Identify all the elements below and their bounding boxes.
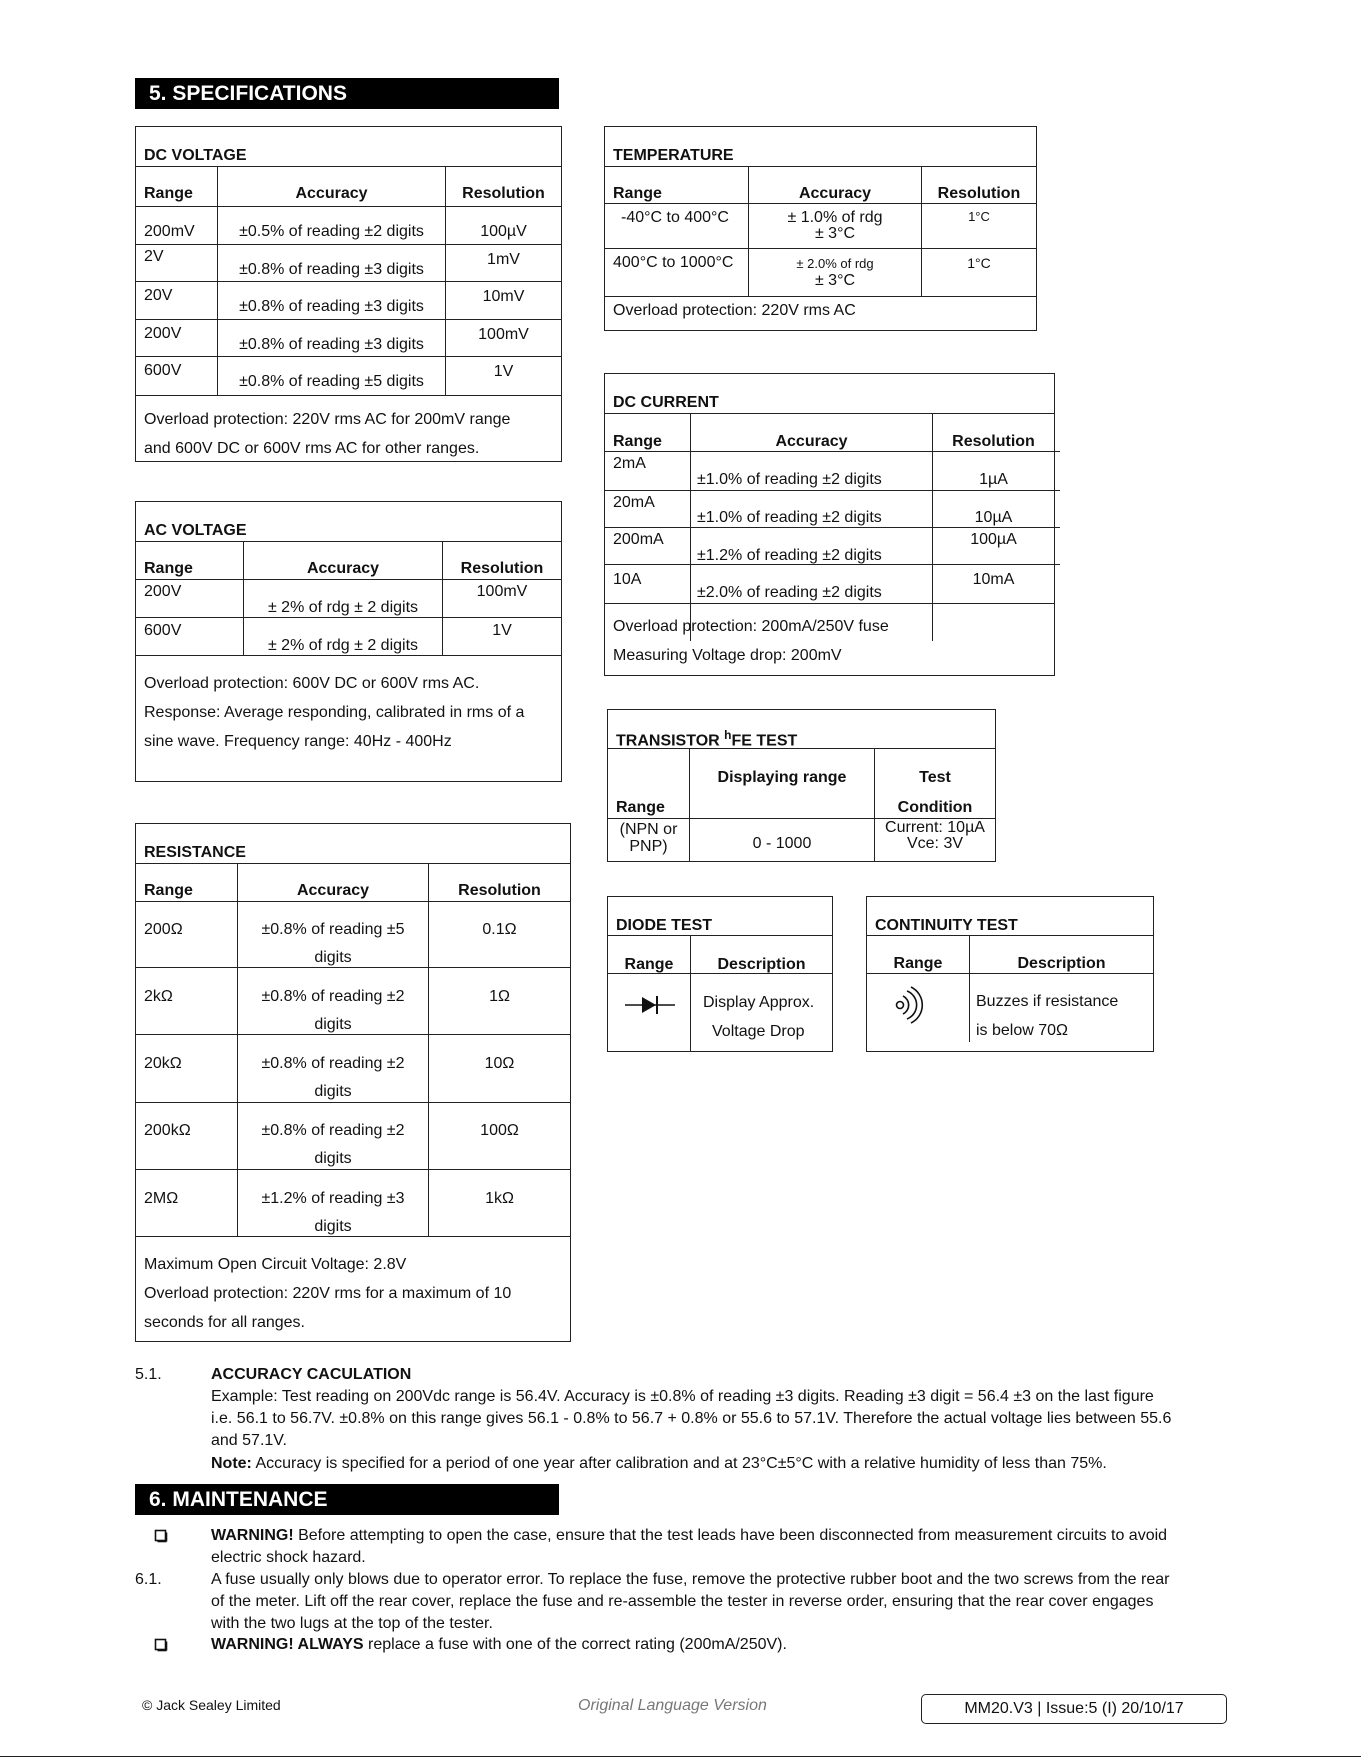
- temperature-table: [604, 126, 1037, 331]
- resistance-note: seconds for all ranges.: [144, 1314, 305, 1331]
- table-cell: 2mA: [613, 455, 646, 472]
- temperature-header-range: Range: [613, 185, 662, 202]
- checkbox-bullet-icon: [154, 1638, 168, 1652]
- footer-copyright: © Jack Sealey Limited: [142, 1697, 281, 1713]
- dc-voltage-table: [135, 126, 562, 462]
- diode-description: Voltage Drop: [712, 1023, 805, 1040]
- table-cell: ±1.0% of reading ±2 digits: [697, 509, 882, 526]
- dc-current-note: Measuring Voltage drop: 200mV: [613, 647, 842, 664]
- specifications-heading: 5. SPECIFICATIONS: [135, 78, 559, 109]
- table-cell: 200mV: [144, 223, 195, 240]
- dc-current-header-accuracy: Accuracy: [775, 433, 848, 450]
- table-cell: 10A: [613, 571, 642, 588]
- continuity-test-table: [866, 896, 1154, 1052]
- checkbox-bullet-icon: [154, 1529, 168, 1543]
- ac-voltage-header-range: Range: [144, 560, 193, 577]
- continuity-description: Buzzes if resistance: [976, 993, 1119, 1010]
- resistance-note: Maximum Open Circuit Voltage: 2.8V: [144, 1256, 407, 1273]
- footer-doc-ref: MM20.V3 | Issue:5 (I) 20/10/17: [921, 1694, 1227, 1724]
- table-cell: 20mA: [613, 494, 655, 511]
- table-cell: 200V: [144, 325, 182, 342]
- maintenance-heading: 6. MAINTENANCE: [135, 1484, 559, 1515]
- table-cell: 10Ω: [484, 1055, 515, 1072]
- table-cell: 10µA: [974, 509, 1013, 526]
- dc-voltage-header-accuracy: Accuracy: [295, 185, 368, 202]
- table-cell: digits: [314, 1150, 352, 1167]
- table-cell: ±2.0% of reading ±2 digits: [697, 584, 882, 601]
- continuity-title: CONTINUITY TEST: [875, 917, 1018, 934]
- table-cell: 200V: [144, 583, 182, 600]
- ac-voltage-table: [135, 501, 562, 782]
- maintenance-text: A fuse usually only blows due to operator error. To replace the fuse, remove the protective rubber boot and the two screws from the rear: [211, 1571, 1170, 1588]
- resistance-header-resolution: Resolution: [458, 882, 541, 899]
- dc-voltage-header-range: Range: [144, 185, 193, 202]
- temperature-header-accuracy: Accuracy: [798, 185, 872, 202]
- transistor-header-condition: Condition: [897, 799, 973, 816]
- table-cell: 200Ω: [144, 921, 183, 938]
- table-cell: PNP): [629, 838, 668, 855]
- table-cell: ±1.0% of reading ±2 digits: [697, 471, 882, 488]
- dc-voltage-note: Overload protection: 220V rms AC for 200mV range: [144, 411, 511, 428]
- table-cell: ±0.8% of reading ±2: [261, 1055, 405, 1072]
- table-cell: 1°C: [968, 209, 990, 224]
- table-cell: 2kΩ: [144, 988, 173, 1005]
- diode-title: DIODE TEST: [616, 917, 713, 934]
- table-cell: 1Ω: [489, 988, 510, 1005]
- table-cell: Current: 10µA: [885, 819, 985, 836]
- maintenance-warning: WARNING! Before attempting to open the case, ensure that the test leads have been disconnected from measurement circuits to avoid: [211, 1527, 1168, 1544]
- table-cell: ± 3°C: [814, 272, 856, 289]
- accuracy-heading: ACCURACY CACULATION: [211, 1366, 412, 1383]
- table-cell: 0 - 1000: [752, 835, 812, 852]
- table-cell: 10mV: [482, 288, 525, 305]
- table-cell: (NPN or: [619, 821, 678, 838]
- table-cell: ± 2% of rdg ± 2 digits: [267, 637, 419, 654]
- table-cell: -40°C to 400°C: [621, 209, 729, 226]
- diode-header-range: Range: [624, 956, 674, 973]
- maintenance-warning: electric shock hazard.: [211, 1549, 366, 1566]
- accuracy-text: and 57.1V.: [211, 1432, 287, 1449]
- table-cell: 400°C to 1000°C: [613, 254, 734, 271]
- footer-language: Original Language Version: [578, 1697, 767, 1714]
- table-cell: 10mA: [972, 571, 1015, 588]
- table-cell: 1°C: [967, 255, 991, 271]
- table-cell: ± 2.0% of rdg: [796, 256, 874, 271]
- table-cell: ±1.2% of reading ±2 digits: [697, 547, 882, 564]
- maintenance-item-number: 6.1.: [135, 1571, 162, 1588]
- table-cell: 20V: [144, 287, 173, 304]
- dc-current-header-resolution: Resolution: [952, 433, 1035, 450]
- table-cell: 2V: [144, 248, 164, 265]
- table-cell: 200kΩ: [144, 1122, 191, 1139]
- temperature-note: Overload protection: 220V rms AC: [613, 302, 856, 319]
- dc-current-table: [604, 373, 1055, 676]
- table-cell: 100µV: [480, 223, 527, 240]
- transistor-header-display: Displaying range: [717, 769, 847, 786]
- table-cell: 1V: [492, 622, 512, 639]
- table-cell: 1kΩ: [485, 1190, 514, 1207]
- table-cell: 1V: [493, 363, 514, 380]
- table-cell: ±0.8% of reading ±3 digits: [239, 336, 424, 353]
- table-cell: ±1.2% of reading ±3: [261, 1190, 405, 1207]
- dc-voltage-header-resolution: Resolution: [462, 185, 545, 202]
- temperature-title: TEMPERATURE: [613, 147, 734, 164]
- maintenance-text: of the meter. Lift off the rear cover, replace the fuse and re-assemble the tester in reverse order, ensuring that the rear cover engages: [211, 1593, 1154, 1610]
- continuity-header-range: Range: [893, 955, 943, 972]
- maintenance-warning: WARNING! ALWAYS replace a fuse with one of the correct rating (200mA/250V).: [211, 1636, 787, 1653]
- temperature-header-resolution: Resolution: [937, 185, 1021, 202]
- table-cell: 600V: [144, 622, 182, 639]
- ac-voltage-note: sine wave. Frequency range: 40Hz - 400Hz: [144, 733, 452, 750]
- table-cell: 20kΩ: [144, 1055, 182, 1072]
- resistance-table: [135, 823, 571, 1342]
- table-cell: 2MΩ: [144, 1190, 179, 1207]
- table-cell: digits: [314, 949, 352, 966]
- table-cell: ±0.8% of reading ±3 digits: [239, 298, 424, 315]
- ac-voltage-note: Overload protection: 600V DC or 600V rms AC.: [144, 675, 480, 692]
- table-cell: ±0.8% of reading ±2: [261, 988, 405, 1005]
- resistance-title: RESISTANCE: [144, 844, 246, 861]
- dc-current-note: Overload protection: 200mA/250V fuse: [613, 618, 889, 635]
- table-cell: 600V: [144, 362, 182, 379]
- table-cell: 100µA: [970, 531, 1017, 548]
- ac-voltage-header-resolution: Resolution: [460, 560, 544, 577]
- table-cell: 200mA: [613, 531, 664, 548]
- resistance-note: Overload protection: 220V rms for a maximum of 10: [144, 1285, 512, 1302]
- diode-icon: [623, 993, 677, 1017]
- table-cell: ± 1.0% of rdg: [787, 209, 883, 226]
- table-cell: 100Ω: [480, 1122, 519, 1139]
- table-cell: 100mV: [478, 326, 529, 343]
- table-cell: digits: [314, 1016, 352, 1033]
- buzzer-icon: [889, 985, 929, 1025]
- page-bottom-rule: [0, 1756, 1361, 1757]
- continuity-header-description: Description: [1017, 955, 1106, 972]
- ac-voltage-title: AC VOLTAGE: [144, 522, 247, 539]
- table-cell: digits: [314, 1083, 352, 1100]
- accuracy-text: Example: Test reading on 200Vdc range is 56.4V. Accuracy is ±0.8% of reading ±3 digits. Reading ±3 digit = 56.4 ±3 on the last figure: [211, 1388, 1154, 1405]
- ac-voltage-header-accuracy: Accuracy: [306, 560, 380, 577]
- continuity-description: is below 70Ω: [976, 1022, 1069, 1039]
- table-cell: 1µA: [979, 471, 1008, 488]
- table-cell: ±0.8% of reading ±3 digits: [239, 261, 424, 278]
- accuracy-note: Note: Accuracy is specified for a period of one year after calibration and at 23°C±5°C with a relative humidity of less than 75%.: [211, 1455, 1107, 1472]
- table-cell: 0.1Ω: [482, 921, 517, 938]
- dc-current-header-range: Range: [613, 433, 662, 450]
- diode-header-description: Description: [717, 956, 806, 973]
- table-cell: ±0.5% of reading ±2 digits: [239, 223, 424, 240]
- diode-test-table: [607, 896, 833, 1052]
- maintenance-text: with the two lugs at the top of the tester.: [211, 1615, 493, 1632]
- table-cell: ± 3°C: [814, 225, 856, 242]
- transistor-header-range: Range: [616, 799, 665, 816]
- accuracy-text: i.e. 56.1 to 56.7V. ±0.8% on this range gives 56.1 - 0.8% to 56.7 + 0.8% or 55.6 to 57.1V. Therefore the actual voltage lies between 55.6: [211, 1410, 1172, 1427]
- table-cell: ±0.8% of reading ±2: [261, 1122, 405, 1139]
- dc-voltage-title: DC VOLTAGE: [144, 147, 247, 164]
- resistance-header-range: Range: [144, 882, 193, 899]
- accuracy-number: 5.1.: [135, 1366, 162, 1383]
- table-cell: Vce: 3V: [906, 835, 964, 852]
- table-cell: ±0.8% of reading ±5 digits: [239, 373, 424, 390]
- transistor-header-test: Test: [919, 769, 951, 786]
- table-cell: digits: [314, 1218, 352, 1235]
- diode-description: Display Approx.: [703, 994, 815, 1011]
- table-cell: 1mV: [487, 251, 520, 268]
- resistance-header-accuracy: Accuracy: [296, 882, 370, 899]
- transistor-title: TRANSISTOR $^h$FE TEST: [616, 728, 798, 750]
- table-cell: ±0.8% of reading ±5: [261, 921, 405, 938]
- table-cell: ± 2% of rdg ± 2 digits: [267, 599, 419, 616]
- transistor-hfe-table: [607, 709, 996, 862]
- table-cell: 100mV: [476, 583, 528, 600]
- ac-voltage-note: Response: Average responding, calibrated in rms of a: [144, 704, 525, 721]
- dc-voltage-note: and 600V DC or 600V rms AC for other ranges.: [144, 440, 480, 457]
- dc-current-title: DC CURRENT: [613, 394, 719, 411]
